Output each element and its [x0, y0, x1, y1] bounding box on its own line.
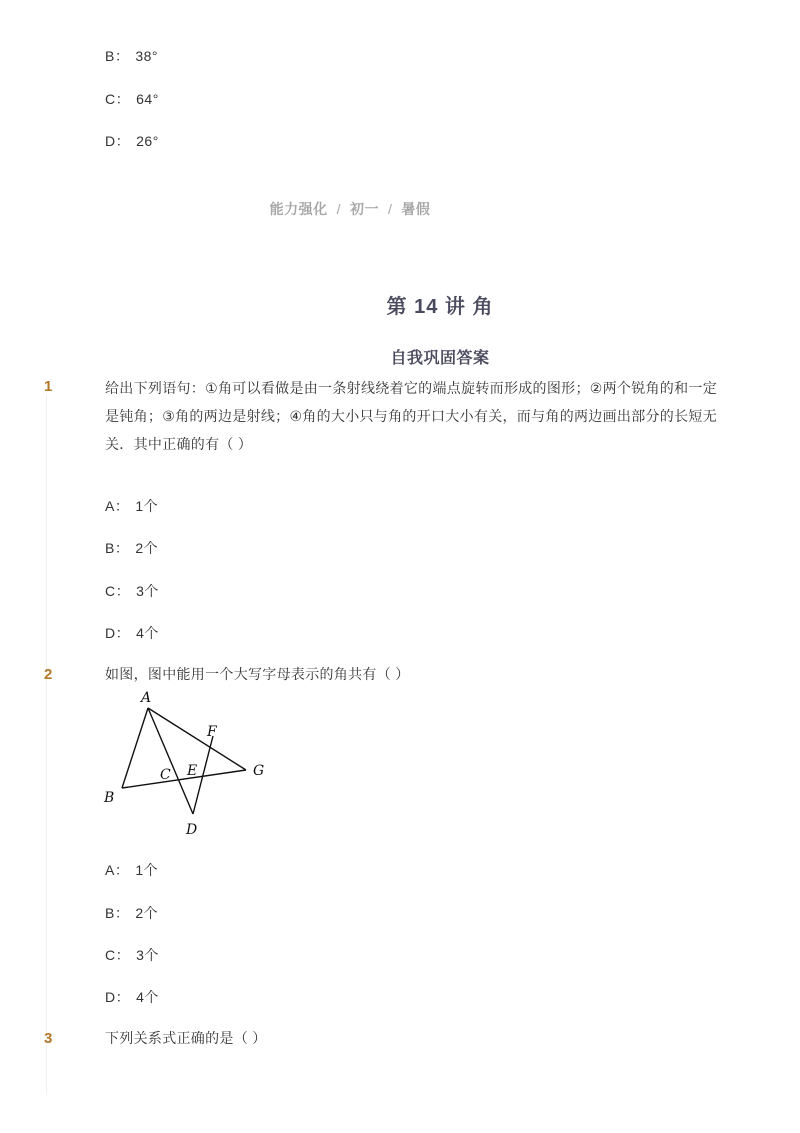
- breadcrumb-item-grade: 初一: [350, 201, 379, 217]
- option-label: D：: [105, 625, 131, 641]
- option-label: A：: [105, 862, 130, 878]
- breadcrumb: [0, 199, 700, 219]
- label-g: G: [253, 763, 265, 779]
- option-label: C：: [105, 947, 131, 963]
- breadcrumb-separator: /: [388, 201, 393, 217]
- option-label: C：: [105, 91, 131, 107]
- prev-option-d: [105, 131, 159, 151]
- question-rule: [46, 395, 47, 1095]
- option-d: [105, 623, 159, 643]
- lecture-title: 第 14 讲 角: [386, 296, 494, 318]
- segment-ab: [122, 708, 148, 788]
- option-value: 4个: [136, 625, 159, 641]
- label-c: C: [160, 767, 171, 783]
- label-f: F: [207, 724, 217, 740]
- prev-option-c: [105, 89, 159, 109]
- option-value: 64°: [136, 91, 159, 107]
- option-label: A：: [105, 498, 130, 514]
- breadcrumb-item-term: 暑假: [401, 201, 431, 217]
- question-number: 2: [44, 666, 53, 683]
- option-value: 3个: [136, 583, 159, 599]
- option-c: [105, 581, 159, 601]
- option-label: C：: [105, 583, 131, 599]
- label-e: E: [187, 763, 198, 779]
- label-b: B: [104, 790, 115, 806]
- option-b: [105, 538, 158, 558]
- option-value: 2个: [135, 905, 159, 921]
- question-text: 给出下列语句：①角可以看做是由一条射线绕着它的端点旋转而形成的图形；②两个锐角的和一定是钝角；③角的两边是射线；④角的大小只与角的开口大小有关，而与角的两边画出部分的长短无关．其中正确的有（ ）: [105, 380, 717, 452]
- option-label: D：: [105, 989, 131, 1005]
- option-value: 1个: [135, 498, 159, 514]
- breadcrumb-separator: /: [336, 201, 341, 217]
- question-number: 3: [44, 1030, 53, 1047]
- geometry-diagram: [98, 686, 278, 838]
- segment-ag: [148, 708, 246, 770]
- option-value: 2个: [135, 540, 159, 556]
- option-label: B：: [105, 905, 130, 921]
- label-a: A: [141, 690, 152, 706]
- label-d: D: [186, 822, 198, 838]
- segment-ad: [148, 708, 193, 814]
- option-value: 1个: [135, 862, 159, 878]
- option-c: [105, 945, 159, 965]
- question-text: 下列关系式正确的是（ ）: [105, 1030, 267, 1046]
- prev-option-b: [105, 46, 158, 66]
- segment-bg: [122, 770, 246, 788]
- breadcrumb-item-course: 能力强化: [269, 201, 328, 217]
- option-a: [105, 496, 158, 516]
- option-value: 3个: [136, 947, 159, 963]
- option-value: 38°: [135, 48, 159, 64]
- option-b: [105, 903, 158, 923]
- option-label: B：: [105, 48, 130, 64]
- option-value: 26°: [136, 133, 159, 149]
- section-title: 自我巩固答案: [390, 350, 490, 367]
- question-number: 1: [44, 378, 53, 395]
- option-label: D：: [105, 133, 131, 149]
- option-d: [105, 987, 159, 1007]
- option-a: [105, 860, 158, 880]
- question-text: 如图，图中能用一个大写字母表示的角共有（ ）: [105, 666, 410, 682]
- geometry-figure: [98, 686, 278, 843]
- option-label: B：: [105, 540, 130, 556]
- option-value: 4个: [136, 989, 159, 1005]
